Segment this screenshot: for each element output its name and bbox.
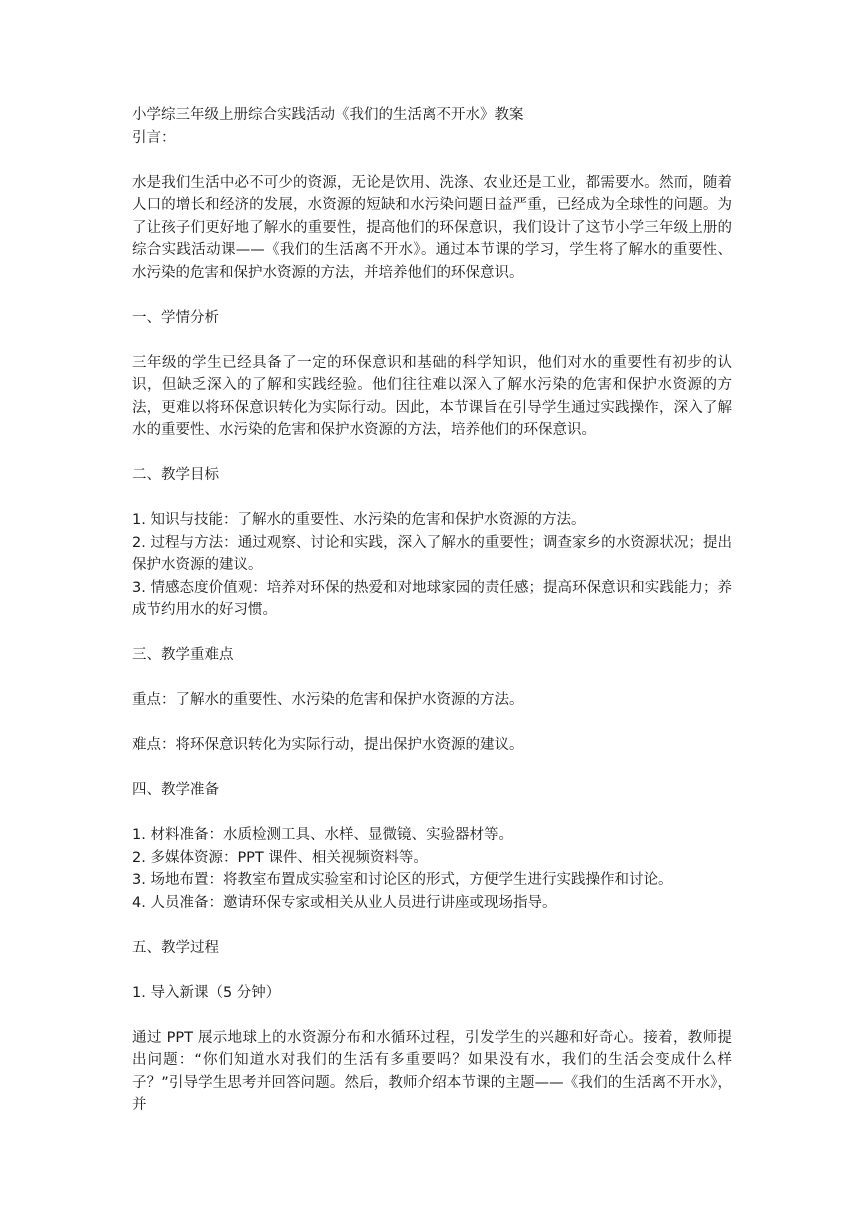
process-paragraph: 通过 PPT 展示地球上的水资源分布和水循环过程，引发学生的兴趣和好奇心。接着，教师提出问题：“你们知道水对我们的生活有多重要吗？如果没有水，我们的生活会变成什么样子？”引导学生思考并回答问题。然后，教师介绍本节课的主题——《我们的生活离不开水》，并 xyxy=(132,1029,732,1113)
spacer xyxy=(132,284,732,307)
spacer xyxy=(132,802,732,825)
spacer xyxy=(132,914,732,937)
section-heading-2: 二、教学目标 xyxy=(132,467,219,483)
difficulty-paragraph: 难点：将环保意识转化为实际行动，提出保护水资源的建议。 xyxy=(132,737,524,753)
objective-item-1: 1. 知识与技能：了解水的重要性、水污染的危害和保护水资源的方法。 xyxy=(132,512,586,528)
document-title: 小学综三年级上册综合实践活动《我们的生活离不开水》教案 xyxy=(132,107,524,123)
spacer xyxy=(132,149,732,172)
section-heading-4: 四、教学准备 xyxy=(132,782,219,798)
preparation-item-2: 2. 多媒体资源：PPT 课件、相关视频资料等。 xyxy=(132,849,428,866)
spacer xyxy=(132,1004,732,1027)
spacer xyxy=(132,757,732,780)
preparation-item-3: 3. 场地布置：将教室布置成实验室和讨论区的形式，方便学生进行实践操作和讨论。 xyxy=(132,872,673,888)
key-point-paragraph: 重点：了解水的重要性、水污染的危害和保护水资源的方法。 xyxy=(132,692,524,708)
spacer xyxy=(132,487,732,510)
spacer xyxy=(132,622,732,645)
spacer xyxy=(132,712,732,735)
spacer xyxy=(132,329,732,352)
section-heading-5: 五、教学过程 xyxy=(132,939,219,956)
preparation-item-1: 1. 材料准备：水质检测工具、水样、显微镜、实验器材等。 xyxy=(132,827,513,843)
section-1-paragraph: 三年级的学生已经具备了一定的环保意识和基础的科学知识，他们对水的重要性有初步的认识，但缺乏深入的了解和实践经验。他们往往难以深入了解水污染的危害和保护水资源的方法，更难以将环保意识转化为实际行动。因此，本节课旨在引导学生通过实践操作，深入了解水的重要性、水污染的危害和保护水资源的方法，培养他们的环保意识。 xyxy=(132,354,732,438)
objective-item-3: 3. 情感态度价值观：培养对环保的热爱和对地球家园的责任感；提高环保意识和实践能力；养成节约用水的好习惯。 xyxy=(132,579,732,618)
section-heading-1: 一、学情分析 xyxy=(132,309,219,326)
section-heading-3: 三、教学重难点 xyxy=(132,647,234,663)
spacer xyxy=(132,667,732,690)
preparation-item-4: 4. 人员准备：邀请环保专家或相关从业人员进行讲座或现场指导。 xyxy=(132,894,557,911)
spacer xyxy=(132,959,732,982)
objective-item-2: 2. 过程与方法：通过观察、讨论和实践，深入了解水的重要性；调查家乡的水资源状况；提出保护水资源的建议。 xyxy=(132,534,732,573)
subsection-heading: 1. 导入新课（5 分钟） xyxy=(132,984,281,1001)
intro-label: 引言： xyxy=(132,129,176,146)
spacer xyxy=(132,442,732,465)
intro-paragraph: 水是我们生活中必不可少的资源，无论是饮用、洗涤、农业还是工业，都需要水。然而，随着人口的增长和经济的发展，水资源的短缺和水污染问题日益严重，已经成为全球性的问题。为了让孩子们更好地了解水的重要性，提高他们的环保意识，我们设计了这节小学三年级上册的综合实践活动课——《我们的生活离不开水》。通过本节课的学习，学生将了解水的重要性、水污染的危害和保护水资源的方法，并培养他们的环保意识。 xyxy=(132,174,732,281)
document-page xyxy=(132,104,732,1117)
